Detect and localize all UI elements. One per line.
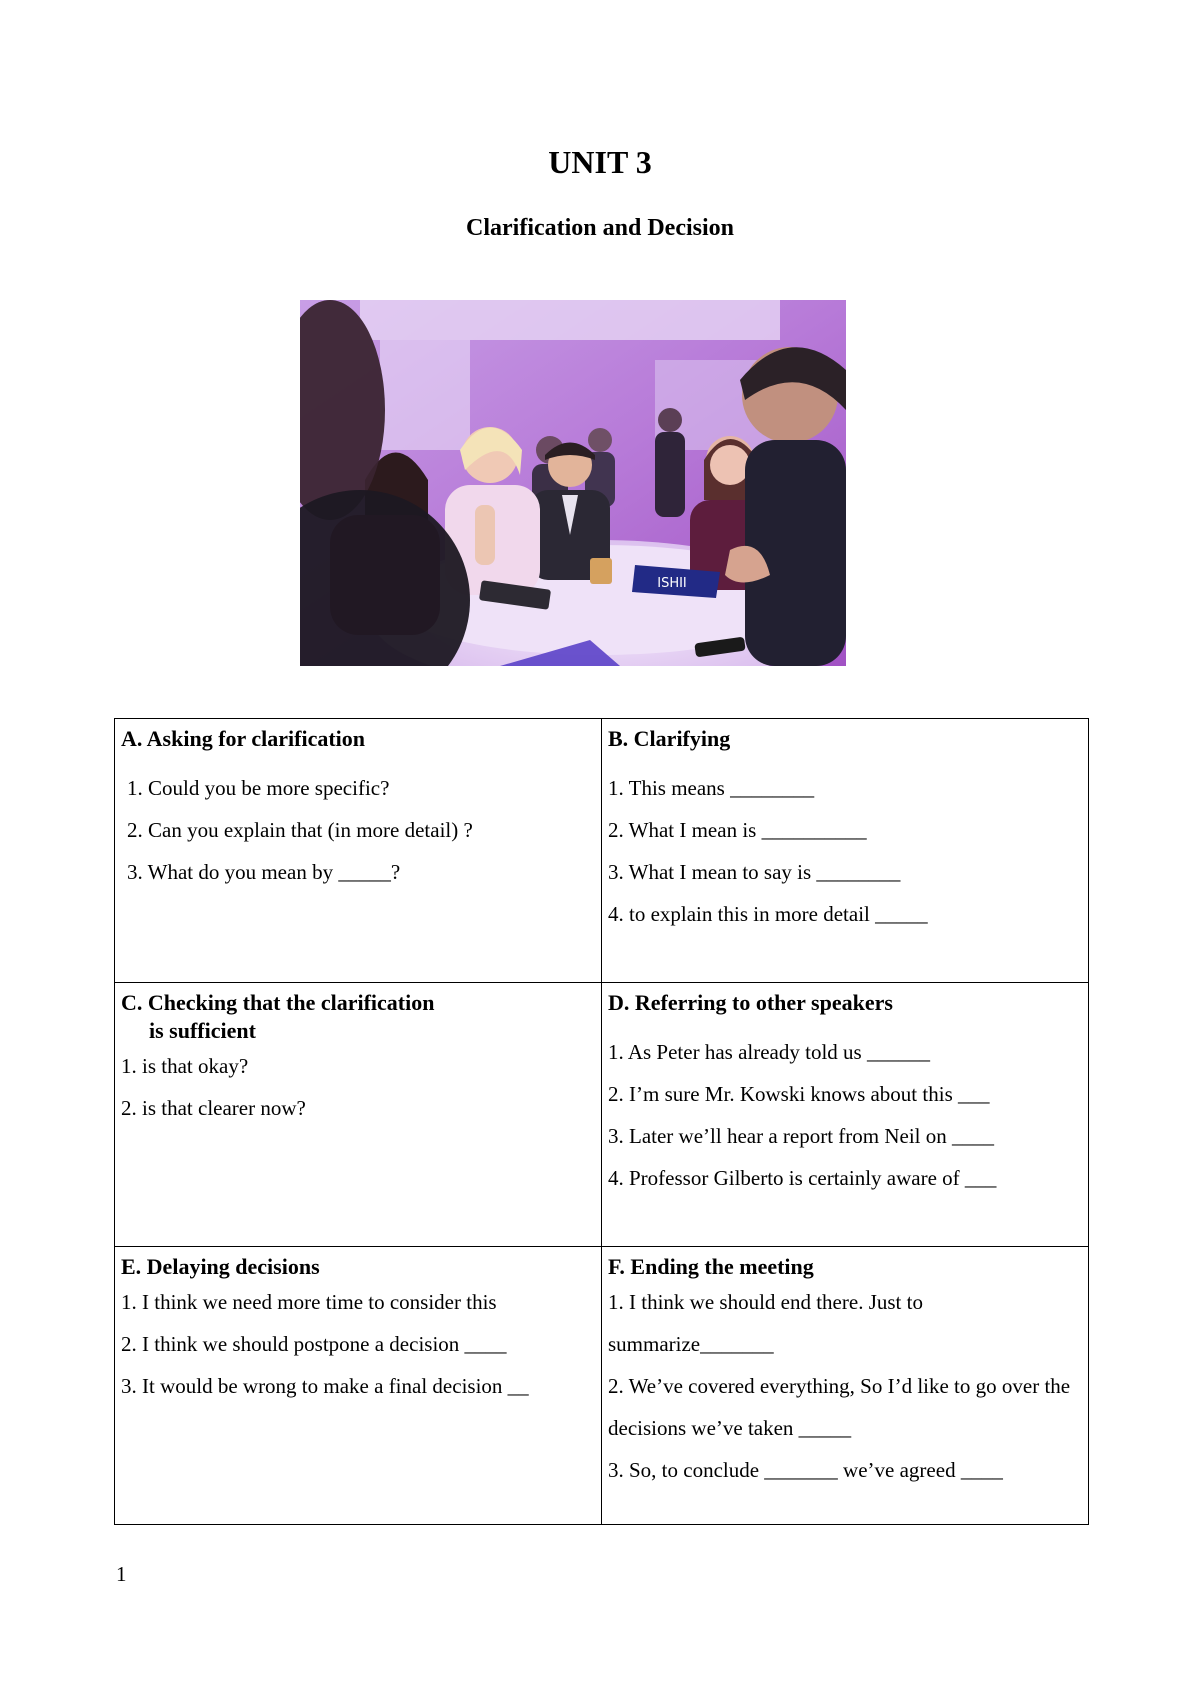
list-item: 2. I’m sure Mr. Kowski knows about this ___ <box>608 1082 990 1106</box>
page-subtitle: Clarification and Decision <box>466 215 734 241</box>
section-heading-line: C. Checking that the clarification <box>121 990 435 1015</box>
section-heading: A. Asking for clarification <box>121 726 366 751</box>
section-ending-meeting <box>602 1247 1089 1525</box>
section-heading: F. Ending the meeting <box>608 1254 814 1279</box>
section-heading: E. Delaying decisions <box>121 1254 320 1279</box>
phrase-list <box>121 767 595 893</box>
name-card-label: ISHII <box>657 576 687 591</box>
phrase-list <box>121 1045 595 1129</box>
list-item: 2. We’ve covered everything, So I’d like to go over the decisions we’ve taken _____ <box>608 1374 1071 1440</box>
list-item: 3. Later we’ll hear a report from Neil on ____ <box>608 1124 995 1148</box>
phrase-list <box>121 1281 595 1407</box>
list-item: 2. What I mean is __________ <box>608 818 867 842</box>
list-item: 2. is that clearer now? <box>121 1096 306 1120</box>
table-row <box>115 1247 1089 1525</box>
list-item: 1. I think we should end there. Just to summarize_______ <box>608 1290 923 1356</box>
list-item: 3. So, to conclude _______ we’ve agreed ____ <box>608 1458 1003 1482</box>
list-item: 2. Can you explain that (in more detail) ? <box>127 818 473 842</box>
list-item: 2. I think we should postpone a decision ____ <box>121 1332 507 1356</box>
section-delaying-decisions <box>115 1247 602 1525</box>
meeting-photo <box>300 300 846 666</box>
table-row <box>115 983 1089 1247</box>
section-heading <box>121 989 595 1045</box>
list-item: 3. It would be wrong to make a final decision __ <box>121 1374 529 1398</box>
section-heading: B. Clarifying <box>608 726 731 751</box>
list-item: 3. What I mean to say is ________ <box>608 860 901 884</box>
section-heading: D. Referring to other speakers <box>608 990 893 1015</box>
phrase-list <box>608 1281 1082 1491</box>
page-title: UNIT 3 <box>548 144 652 180</box>
page-number: 1 <box>116 1562 127 1586</box>
section-heading-line: is sufficient <box>149 1018 256 1043</box>
phrase-list <box>608 1031 1082 1199</box>
list-item: 4. to explain this in more detail _____ <box>608 902 928 926</box>
list-item: 1. As Peter has already told us ______ <box>608 1040 930 1064</box>
section-referring-to-speakers <box>602 983 1089 1247</box>
list-item: 4. Professor Gilberto is certainly aware of ___ <box>608 1166 997 1190</box>
list-item: 1. This means ________ <box>608 776 815 800</box>
phrases-table <box>114 718 1089 1525</box>
list-item: 1. I think we need more time to consider this <box>121 1290 497 1314</box>
meeting-photo-illustration <box>300 300 846 666</box>
phrase-list <box>608 767 1082 935</box>
list-item: 3. What do you mean by _____? <box>127 860 401 884</box>
section-asking-for-clarification <box>115 719 602 983</box>
list-item: 1. Could you be more specific? <box>127 776 390 800</box>
section-clarifying <box>602 719 1089 983</box>
list-item: 1. is that okay? <box>121 1054 249 1078</box>
section-checking-clarification <box>115 983 602 1247</box>
table-row <box>115 719 1089 983</box>
